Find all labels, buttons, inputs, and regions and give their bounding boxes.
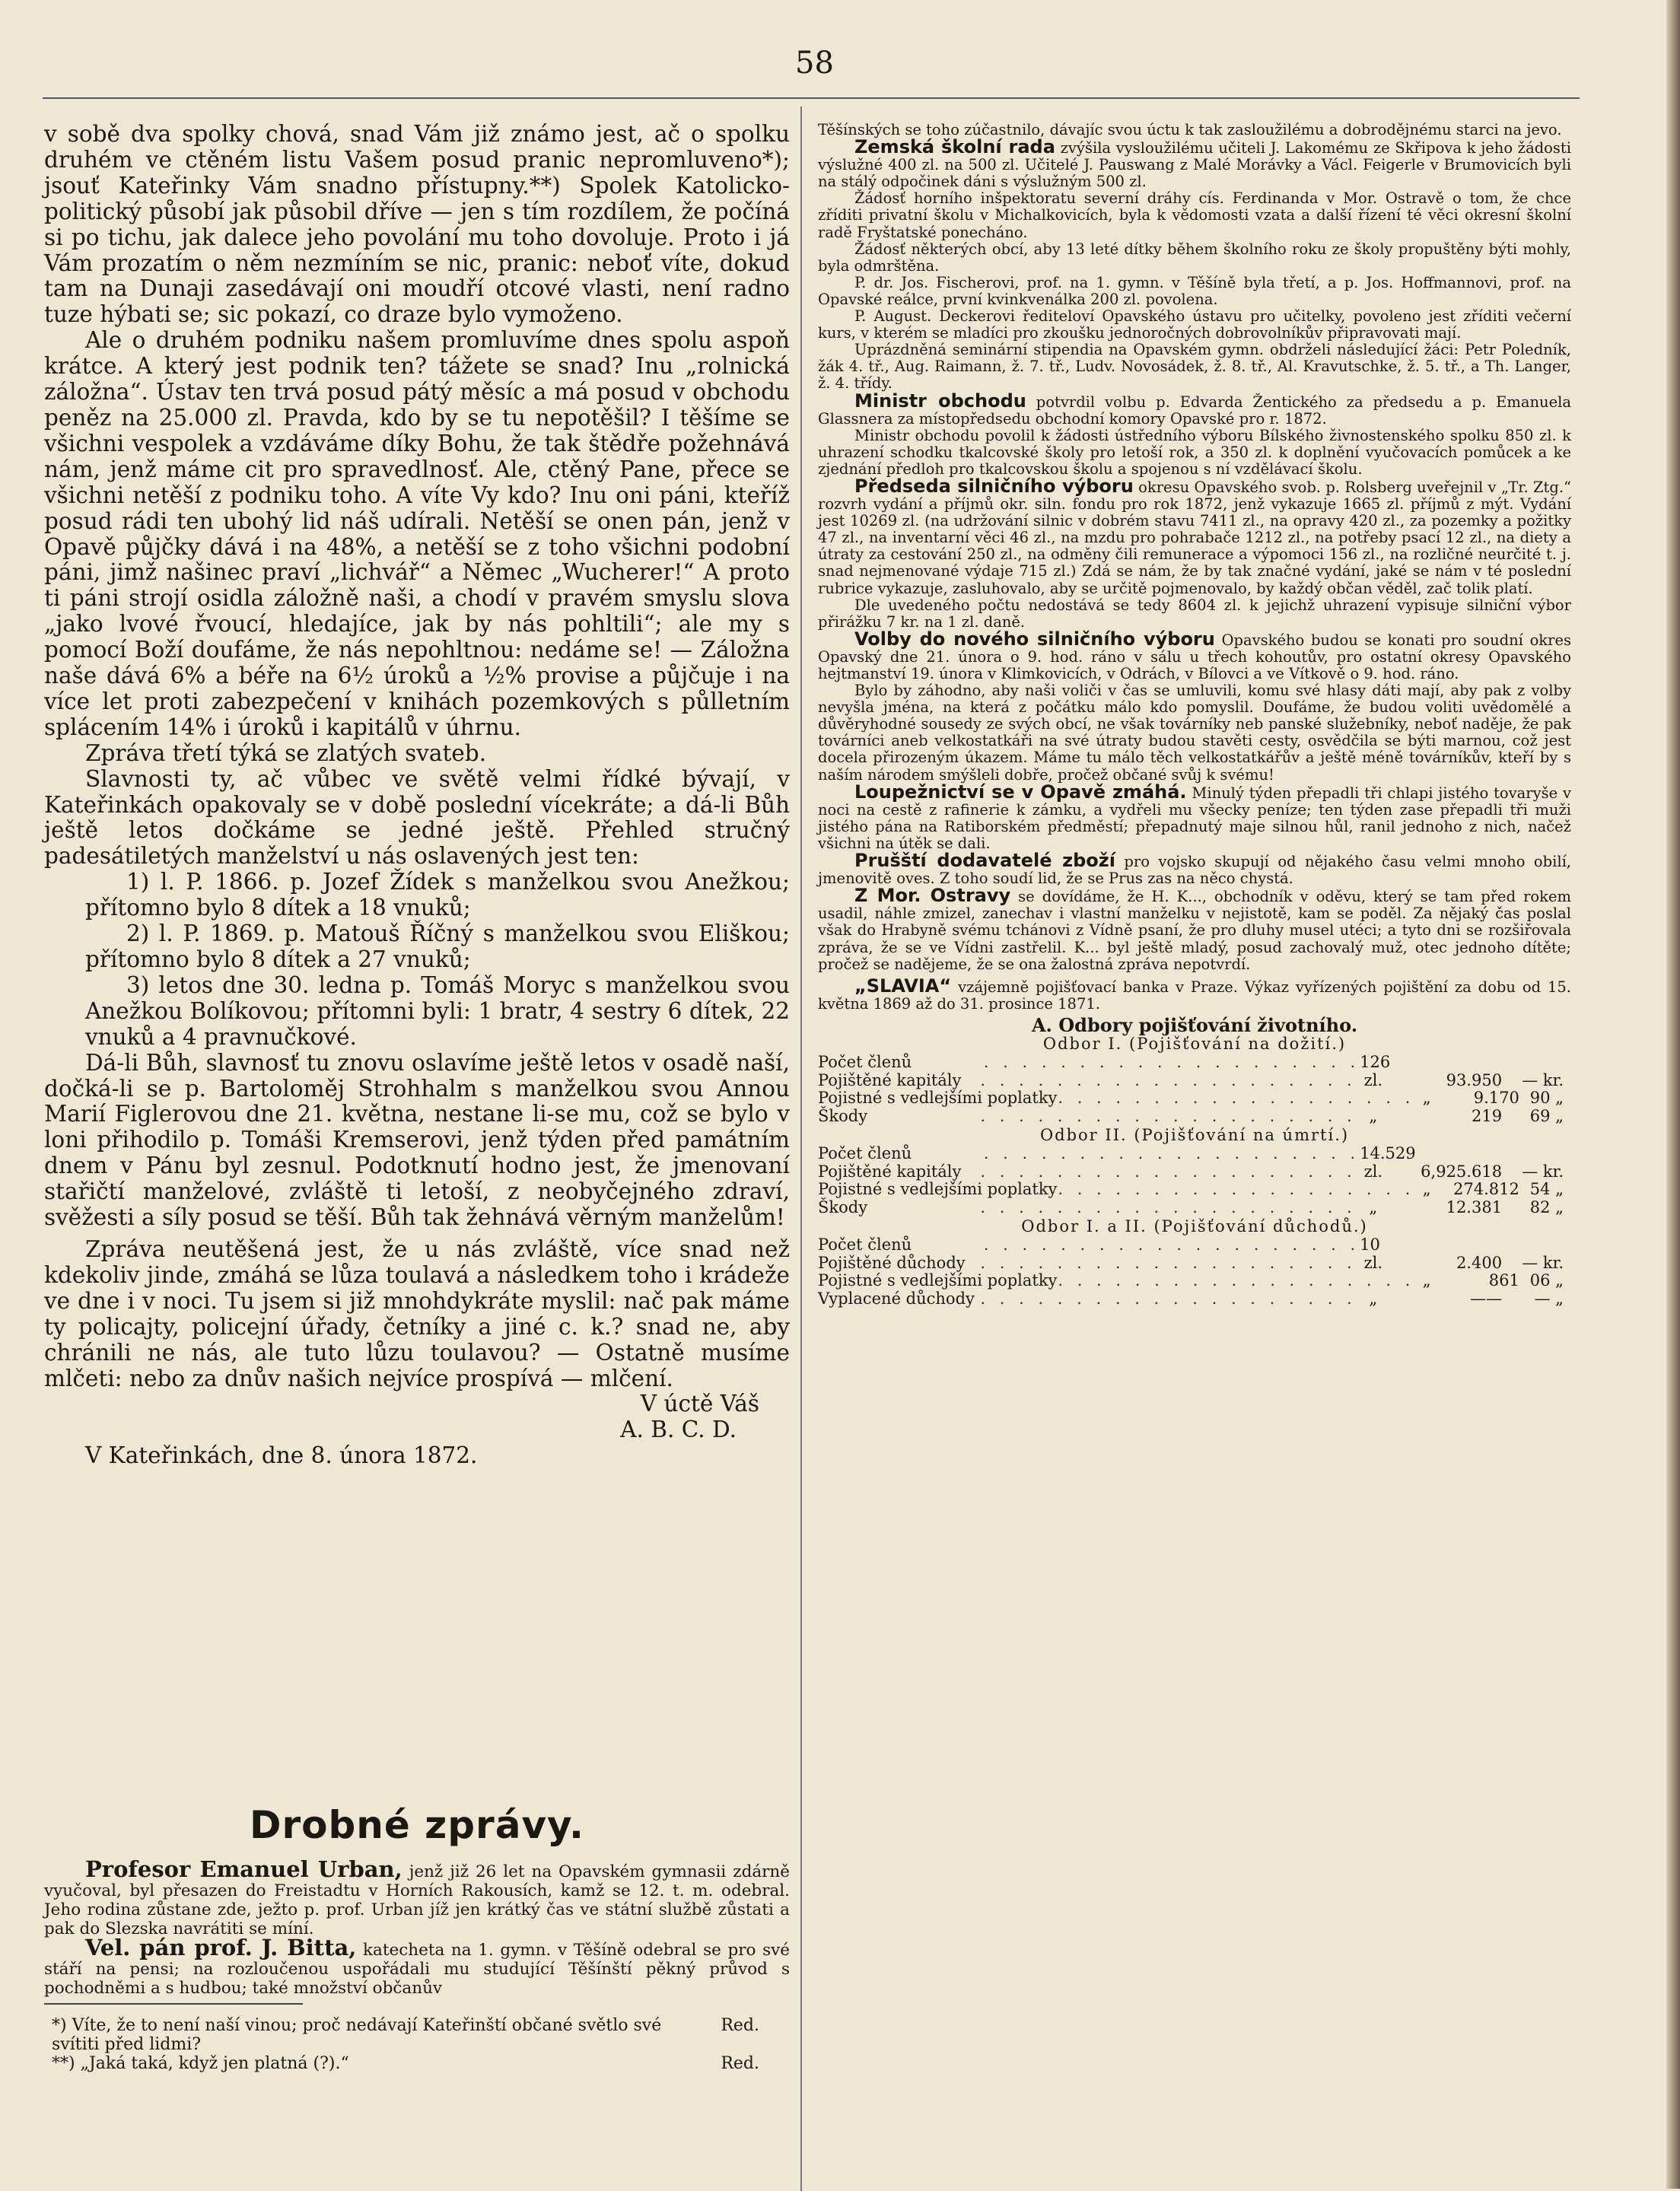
page-number: 58 <box>795 46 834 81</box>
stat-fraction: — kr. <box>1522 1253 1564 1272</box>
news-lead: Loupežnictví se v Opavě zmáhá. <box>854 781 1187 803</box>
anniversary-list-item: 1) l. P. 1866. p. Jozef Žídek s manželkou svou Anežkou; přítomno bylo 8 dítek a 18 vnuků; <box>85 869 790 921</box>
news-lead: Zemská školní rada <box>854 136 1055 158</box>
stat-leader-dots: . . . . . . . . . . . . . . . . . . . . <box>980 1253 1357 1272</box>
news-lead: Prušští dodavatelé zboží <box>854 850 1115 872</box>
stat-value: 274.812 <box>1453 1180 1519 1199</box>
news-text: P. dr. Jos. Fischerovi, prof. na 1. gymn. v Těšíně byla třetí, a p. Jos. Hoffmannovi, prof. na Opavské reálce, první kvinkvenálka 200 zl. povolena. <box>818 273 1571 308</box>
odbor-2-table <box>818 1145 1571 1216</box>
stat-unit: „ <box>1369 1289 1378 1308</box>
stat-fraction: 90 „ <box>1529 1089 1564 1108</box>
news-left-column <box>44 1856 791 1998</box>
stat-unit: „ <box>1369 1197 1378 1216</box>
signature-name: A. B. C. D. <box>620 1417 737 1443</box>
letter-paragraph: Slavnosti ty, ač vůbec ve světě velmi řídké bývají, v Kateřinkách opakovaly se v době poslední vícekráte; a dá-li Bůh ještě letos dočkáme se jedné ještě. Přehled stručný padesátiletých manželství u nás oslavených jest ten: <box>44 765 790 870</box>
news-text: jenž již 26 let na Opavském gymnasii zdárně vyučoval, byl přesazen do Freistadtu v Horních Rakousích, kamž se 12. t. m. odebral. Jeho rodina zůstane zde, ježto p. prof. Urban jíž jen krátký čas ve státní službě zůstati a pak do Slezska navrátiti se míní. <box>44 1862 791 1938</box>
signature-greeting: V úctě Váš <box>640 1391 759 1417</box>
news-text: zvýšila vysloužilému učiteli J. Lakomému ze Skřipova k jeho žádosti výslužné 400 zl. na 500 zl. Učitelé J. Pauswang z Malé Morávky a Václ. Feigerle v Brumovicích byli na stálý odpočinek dáni s výslužným 500 zl. <box>818 139 1572 191</box>
stat-label: Počet členů <box>818 1144 912 1163</box>
stat-leader-dots: . . . . . . . . . . . . . . . . . . . . <box>1039 1180 1415 1199</box>
news-text: Opavského budou se konati pro soudní okres Opavský dne 21. února o 9. hod. ráno v sálu u třech kohoutův, pro ostatní okresy Opavského hejtmanství 19. února v Klimkovicích, v Odrách, v Bílovci a ve Vítkově o 9. hod. ráno. <box>818 631 1571 682</box>
stat-value: —— <box>1470 1289 1503 1308</box>
news-item <box>818 275 1571 308</box>
stat-label: Počet členů <box>818 1235 912 1254</box>
news-item <box>818 628 1571 682</box>
left-column-letter <box>44 122 790 1469</box>
page-edge-shadow <box>1666 0 1680 2189</box>
stat-unit: zl. <box>1363 1253 1383 1272</box>
news-item <box>818 190 1571 240</box>
stat-label: Škody <box>818 1197 868 1216</box>
stat-leader-dots: . . . . . . . . . . . . . . . . . . . . <box>980 1162 1357 1181</box>
news-item <box>818 308 1571 342</box>
news-item <box>818 390 1571 428</box>
header-rule <box>43 97 1580 99</box>
stat-fraction: 54 „ <box>1529 1180 1564 1199</box>
stat-label: Pojištěné kapitály <box>818 1070 962 1089</box>
column-divider <box>800 107 802 2191</box>
news-text: Uprázdněná seminární stipendia na Opavském gymn. obdrželi následující žáci: Petr Poledník, žák 4. tř., Aug. Raimann, ž. 7. tř., Ludv. Novosádek, ž. 8. tř., Al. Kravutschke, ž. 5. tř., a Th. Langer, ž. 4. třídy. <box>818 341 1571 393</box>
stat-row <box>818 1163 1571 1181</box>
stat-row <box>818 1236 1571 1254</box>
news-item <box>818 781 1572 852</box>
footnote-text: *) Víte, že to není naší vinou; proč nedávají Kateřinští občané světlo své svítiti před lidmi? <box>52 2016 662 2054</box>
stat-label: Škody <box>818 1106 868 1125</box>
news-text: Žádosť některých obcí, aby 13 leté dítky během školního roku ze školy propuštěny býti mohly, byla odmrštěna. <box>818 240 1571 275</box>
section-title: Drobné zprávy. <box>249 1803 585 1847</box>
stat-fraction: — „ <box>1534 1289 1564 1308</box>
stat-fraction: 06 „ <box>1529 1271 1564 1290</box>
news-item <box>818 138 1571 190</box>
stat-count: 10 <box>1360 1235 1380 1254</box>
news-item <box>818 682 1571 784</box>
stat-row <box>818 1181 1571 1199</box>
stat-leader-dots: . . . . . . . . . . . . . . . . . . . . <box>980 1197 1357 1216</box>
footnote-text: **) „Jaká taká, když jen platná (?).“ <box>52 2054 349 2073</box>
slavia-report <box>818 975 1571 1309</box>
anniversary-list-item: 3) letos dne 30. ledna p. Tomáš Moryc s manželkou svou Anežkou Bolíkovou; přítomni byli: 1 bratr, 4 sestry 6 dítek, 22 vnuků a 4 pravnučkové. <box>85 971 790 1050</box>
stat-leader-dots: . . . . . . . . . . . . . . . . . . . . <box>980 1070 1357 1089</box>
slavia-intro <box>818 975 1571 1013</box>
stat-count: 14.529 <box>1360 1144 1416 1163</box>
letter-paragraph: Zpráva třetí týká se zlatých svateb. <box>85 739 487 766</box>
stat-label: Pojistné s vedlejšími poplatky <box>818 1089 1058 1108</box>
stat-leader-dots: . . . . . . . . . . . . . . . . . . . . <box>983 1235 1360 1254</box>
stat-value: 861 <box>1488 1271 1519 1290</box>
stat-value: 9.170 <box>1473 1089 1519 1108</box>
slavia-intro-lead: „SLAVIA“ <box>854 975 952 997</box>
news-item <box>818 342 1571 392</box>
stat-leader-dots: . . . . . . . . . . . . . . . . . . . . <box>1039 1271 1415 1290</box>
stat-fraction: 69 „ <box>1529 1106 1564 1125</box>
stat-fraction: 82 „ <box>1529 1197 1564 1216</box>
news-text: Žádosť horního inšpektoratu severní dráhy cís. Ferdinanda v Mor. Ostravě o tom, že chce zříditi privatní školu v Michalkovicích, byla k vědomosti vzata a další řízení té věci okresní školní radě Fryštatské ponecháno. <box>818 189 1571 241</box>
news-text: potvrdil volbu p. Edvarda Žentického za předsedu a p. Emanuela Glassnera za místopředsedu obchodní komory Opavské pro r. 1872. <box>818 393 1571 428</box>
news-lead: Z Mor. Ostravy <box>854 885 1011 907</box>
news-text: Minulý týden přepadli tři chlapi jistého tovaryše v noci na cestě z rafinerie k zámku, a vydřeli mu všecky peníze; ten týden zase přepadli tři muži jistého pána na Ratiborském předměstí; přepadnutý maje silnou hůl, ranil jednoho z nich, načež všichni na útěk se dali. <box>818 784 1572 852</box>
stat-label: Vyplacené důchody <box>818 1289 975 1308</box>
stat-label: Počet členů <box>818 1053 912 1072</box>
footnote <box>44 2054 759 2073</box>
stat-row <box>818 1145 1571 1163</box>
news-text: Těšínských se toho zúčastnilo, dávajíc svou úctu k tak zasloužilému a dobrodějnému starci na jevo. <box>818 121 1562 138</box>
stat-value: 93.950 <box>1446 1070 1503 1089</box>
stat-unit: „ <box>1422 1180 1431 1199</box>
dateline: V Kateřinkách, dne 8. února 1872. <box>85 1442 478 1469</box>
stat-row <box>818 1108 1571 1126</box>
news-text: Bylo by záhodno, aby naši voliči v čas se umluvili, komu své hlasy dáti mají, aby pak z volby nevyšla jména, na která z počátku málo kdo pomyslil. Doufáme, že budou voliti uvědomělé a důvěryhodné sousedy ze svých obcí, ne však továrníky neb panské služebníky, neboť naděje, že pak továrníci aneb velkostatkáři na své útraty budou stavěti cesty, osvědčila se býti marnou, což jest docela přirozeným úkazem. Máme tu málo těch velkostatkářův a ještě méně továrníkův, kteří by s naším národem smýšleli dobře, pročež občané svůj k svému! <box>818 682 1571 784</box>
news-item <box>44 1856 791 1938</box>
stat-leader-dots: . . . . . . . . . . . . . . . . . . . . <box>983 1053 1360 1072</box>
stat-unit: „ <box>1422 1271 1431 1290</box>
news-text: Ministr obchodu povolil k žádosti ústředního výboru Bílského živnostenského spolku 850 zl. k uhrazení schodku tkalcovské školy pro letoší rok, a 350 zl. k doplnění vyučovacích pomůcek a ke zjednání předloh pro tkalcovskou školu a spojenou s ní vzdělávací školu. <box>818 426 1571 478</box>
news-item <box>818 428 1571 478</box>
right-column-news <box>818 122 1571 1308</box>
news-text: pro vojsko skupují od nějakého času velmi mnoho obilí, jmenovitě oves. Z toho soudí lid, že se Prus zas na něco chystá. <box>818 853 1572 888</box>
footnote-rule <box>44 2003 303 2005</box>
news-item <box>818 475 1572 597</box>
news-lead: Předseda silničního výboru <box>854 475 1134 497</box>
stat-leader-dots: . . . . . . . . . . . . . . . . . . . . <box>980 1289 1357 1308</box>
news-lead: Vel. pán prof. J. Bitta, <box>85 1935 357 1960</box>
stat-row <box>818 1272 1571 1290</box>
news-lead: Ministr obchodu <box>854 390 1026 412</box>
news-lead: Profesor Emanuel Urban, <box>85 1856 402 1882</box>
news-item <box>818 597 1571 631</box>
letter-paragraph: Zpráva neutěšená jest, že u nás zvláště, více snad než kdekoliv jinde, zmáhá se lůza toulavá a následkem toho i krádeže ve dne i v noci. Tu jsem si již mnohdykráte myslil: nač pak máme ty policajty, policejní úřady, četníky a jiné c. k.? snad ne, aby chránili ne nás, ale tuto lůzu toulavou? — Ostatně musíme mlčeti: nebo za dnův našich nejvíce prospívá — mlčení. <box>44 1235 790 1391</box>
news-item <box>818 887 1571 972</box>
stat-label: Pojištěné důchody <box>818 1253 966 1272</box>
odbor-1-heading: Odbor I. (Pojišťování na dožití.) <box>1042 1034 1347 1053</box>
odbor-2-heading: Odbor II. (Pojišťování na úmrtí.) <box>1039 1126 1350 1145</box>
stat-value: 219 <box>1471 1106 1503 1125</box>
stat-row <box>818 1199 1571 1217</box>
letter-paragraph: Dá-li Bůh, slavnosť tu znovu oslavíme ještě letos v osadě naší, dočká-li se p. Bartoloměj Strohhalm s manželkou svou Annou Marií Figlerovou dne 21. května, nestane li-se mu, což se bylo v loni přihodilo p. Tomáši Kremserovi, jenž týden před památním dnem v Pánu byl zesnul. Podotknutí hodno jest, že jmenovaní stařičtí manželové, zvláště ti letoší, z neobyčejného zdraví, svěžesti a síly posud se těší. Bůh tak žehnává věrným manželům! <box>44 1049 790 1231</box>
stat-label: Pojištěné kapitály <box>818 1162 962 1181</box>
stat-unit: „ <box>1369 1106 1378 1125</box>
footnote-editor-mark: Red. <box>721 2016 759 2035</box>
letter-paragraph: v sobě dva spolky chová, snad Vám již známo jest, ač o spolku druhém ve ctěném listu Vašem posud pranic nepromluveno*); jsouť Kateřinky Vám snadno přístupny.**) Spolek Katolicko-politický působí jak působil dříve — jen s tím rozdílem, že počíná si po tichu, jak dalece jeho povolání mu toho dovoluje. Proto i já Vám prozatím o něm nezmíním se nic, pranic: neboť víte, dokud tam na Dunaji zasedávají oni moudří otcové vlasti, není radno tuze hýbati se; sic pokazí, co draze bylo vymoženo. <box>44 121 790 328</box>
stat-count: 126 <box>1360 1053 1391 1072</box>
odbor-3-heading: Odbor I. a II. (Pojišťování důchodů.) <box>1021 1217 1368 1236</box>
stat-fraction: — kr. <box>1522 1070 1564 1089</box>
stat-row <box>818 1254 1571 1273</box>
stat-row <box>818 1290 1571 1309</box>
stat-leader-dots: . . . . . . . . . . . . . . . . . . . . <box>983 1144 1360 1163</box>
stat-unit: zl. <box>1363 1070 1383 1089</box>
stat-unit: zl. <box>1363 1162 1383 1181</box>
news-text: okresu Opavského svob. p. Rolsberg uveřejnil v „Tr. Ztg.“ rozvrh vydání a příjmů okr. siln. fondu pro rok 1872, jenž vykazuje 1665 zl. příjmů z mýt. Vydání jest 10269 zl. (na udržování silnic v dobrém stavu 7411 zl., na opravy 420 zl., za pozemky a požitky 47 zl., na inventarní věci 46 zl., na mzdu pro pohrabače 1212 zl., na potřeby psací 12 zl., na diety a útraty za cestování 250 zl., na odměny čili remunerace a výpomoci 156 zl., na rozličné neurčité t. j. snad nejmenované výdaje 715 zl.) Zdá se nám, že by tak značné vydání, jaké se nám v té poslední rubrice vykazuje, zasluhovalo, aby se určitě pojmenovalo, by každý občan věděl, zač tolik platí. <box>818 478 1572 597</box>
news-text: P. August. Deckerovi řediteloví Opavského ústavu pro učitelky, povoleno jest zříditi večerní kurs, v kterém se mladíci pro zkoušku jednoročných dobrovolníkův připravovati mají. <box>818 307 1571 342</box>
stat-value: 2.400 <box>1456 1253 1503 1272</box>
letter-paragraph: Ale o druhém podniku našem promluvíme dnes spolu aspoň krátce. A který jest podnik ten? tážete se snad? Inu „rolnická záložna“. Ústav ten trvá posud pátý měsíc a má posud v obchodu peněz na 25.000 zl. Pravda, kdo by se tu nepotěšil? I těšíme se všichni vespolek a vzdáváme díky Bohu, že tak štědře požehnává nám, jenž máme cit pro spravedlnosť. Ale, ctěný Pane, přece se všichni netěší z podniku toho. A víte Vy kdo? Inu oni páni, kteříž posud rádi ten ubohý lid náš udírali. Netěší se onen pán, jenž v Opavě půjčky dává i na 48%, a netěší se z toho všichni podobní páni, jimž našinec praví „lichvář“ a Němec „Wucherer!“ A proto ti páni strojí osidla záložně naši, a chodí v pravém smyslu slova „jako lvové řvoucí, hledajíce, jak by nás pohltili“; ale my s pomocí Boží doufáme, že nás nepohltnou: nedáme se! — Záložna naše dává 6% a béře na 6½ úroků a ½% provise a půjčuje i na více let proti zabezpečení v knihách pozemkových s půlletním splácením 14% i úroků i kapitálů v úhrnu. <box>44 327 790 740</box>
news-item <box>818 241 1571 275</box>
news-item <box>44 1935 790 1998</box>
stat-row <box>818 1054 1571 1072</box>
stat-row <box>818 1072 1571 1090</box>
news-text: se dovídáme, že H. K..., obchodník v oděvu, který se tam před rokem usadil, náhle zmizel, zanechav i vlastní manželku v nejistotě, kam se poděl. Za nějaký čas poslal však do Hrabyně svému tchánovi z Vídně psaní, že pro dluhy musel utéci; a tyto dni se rozšiřovala zpráva, že se ve Vídni zastřelil. K... byl ještě mladý, posud zachovalý muž, otec jednoho dítěte; pročež se nadějeme, že se ona žalostná zpráva nepotvrdí. <box>818 888 1571 973</box>
stat-label: Pojistné s vedlejšími poplatky <box>818 1271 1058 1290</box>
stat-value: 6,925.618 <box>1421 1162 1503 1181</box>
slavia-heading: A. Odbory pojišťování životního. <box>1031 1013 1358 1036</box>
stat-unit: „ <box>1422 1089 1431 1108</box>
footnotes <box>44 2016 759 2073</box>
odbor-1-table <box>818 1054 1571 1125</box>
news-text: Dle uvedeného počtu nedostává se tedy 8604 zl. k jejichž uhrazení vypisuje silniční výbor přirážku 7 kr. na 1 zl. daně. <box>818 596 1571 631</box>
stat-leader-dots: . . . . . . . . . . . . . . . . . . . . <box>1039 1089 1415 1108</box>
news-text: katecheta na 1. gymn. v Těšíně odebral se pro své stáří na pensi; na rozloučenou uspořádali mu studující Těšínští pěkný průvod s pochodněmi a s hudbou; také množství občanův <box>44 1941 790 1998</box>
odbor-3-table <box>818 1236 1571 1308</box>
news-item <box>818 852 1571 887</box>
news-lead: Volby do nového silničního výboru <box>854 628 1215 650</box>
stat-leader-dots: . . . . . . . . . . . . . . . . . . . . <box>980 1106 1357 1125</box>
footnote-editor-mark: Red. <box>721 2054 759 2073</box>
stat-value: 12.381 <box>1446 1197 1503 1216</box>
footnote <box>44 2016 759 2054</box>
stat-fraction: — kr. <box>1522 1162 1564 1181</box>
slavia-intro-text: vzájemně pojišťovací banka v Praze. Výkaz vyřízených pojištění za dobu od 15. května 1869 až do 31. prosince 1871. <box>818 978 1571 1013</box>
stat-label: Pojistné s vedlejšími poplatky <box>818 1180 1058 1199</box>
stat-row <box>818 1089 1571 1108</box>
anniversary-list-item: 2) l. P. 1869. p. Matouš Říčný s manželkou svou Eliškou; přítomno bylo 8 dítek a 27 vnuků; <box>85 921 790 972</box>
